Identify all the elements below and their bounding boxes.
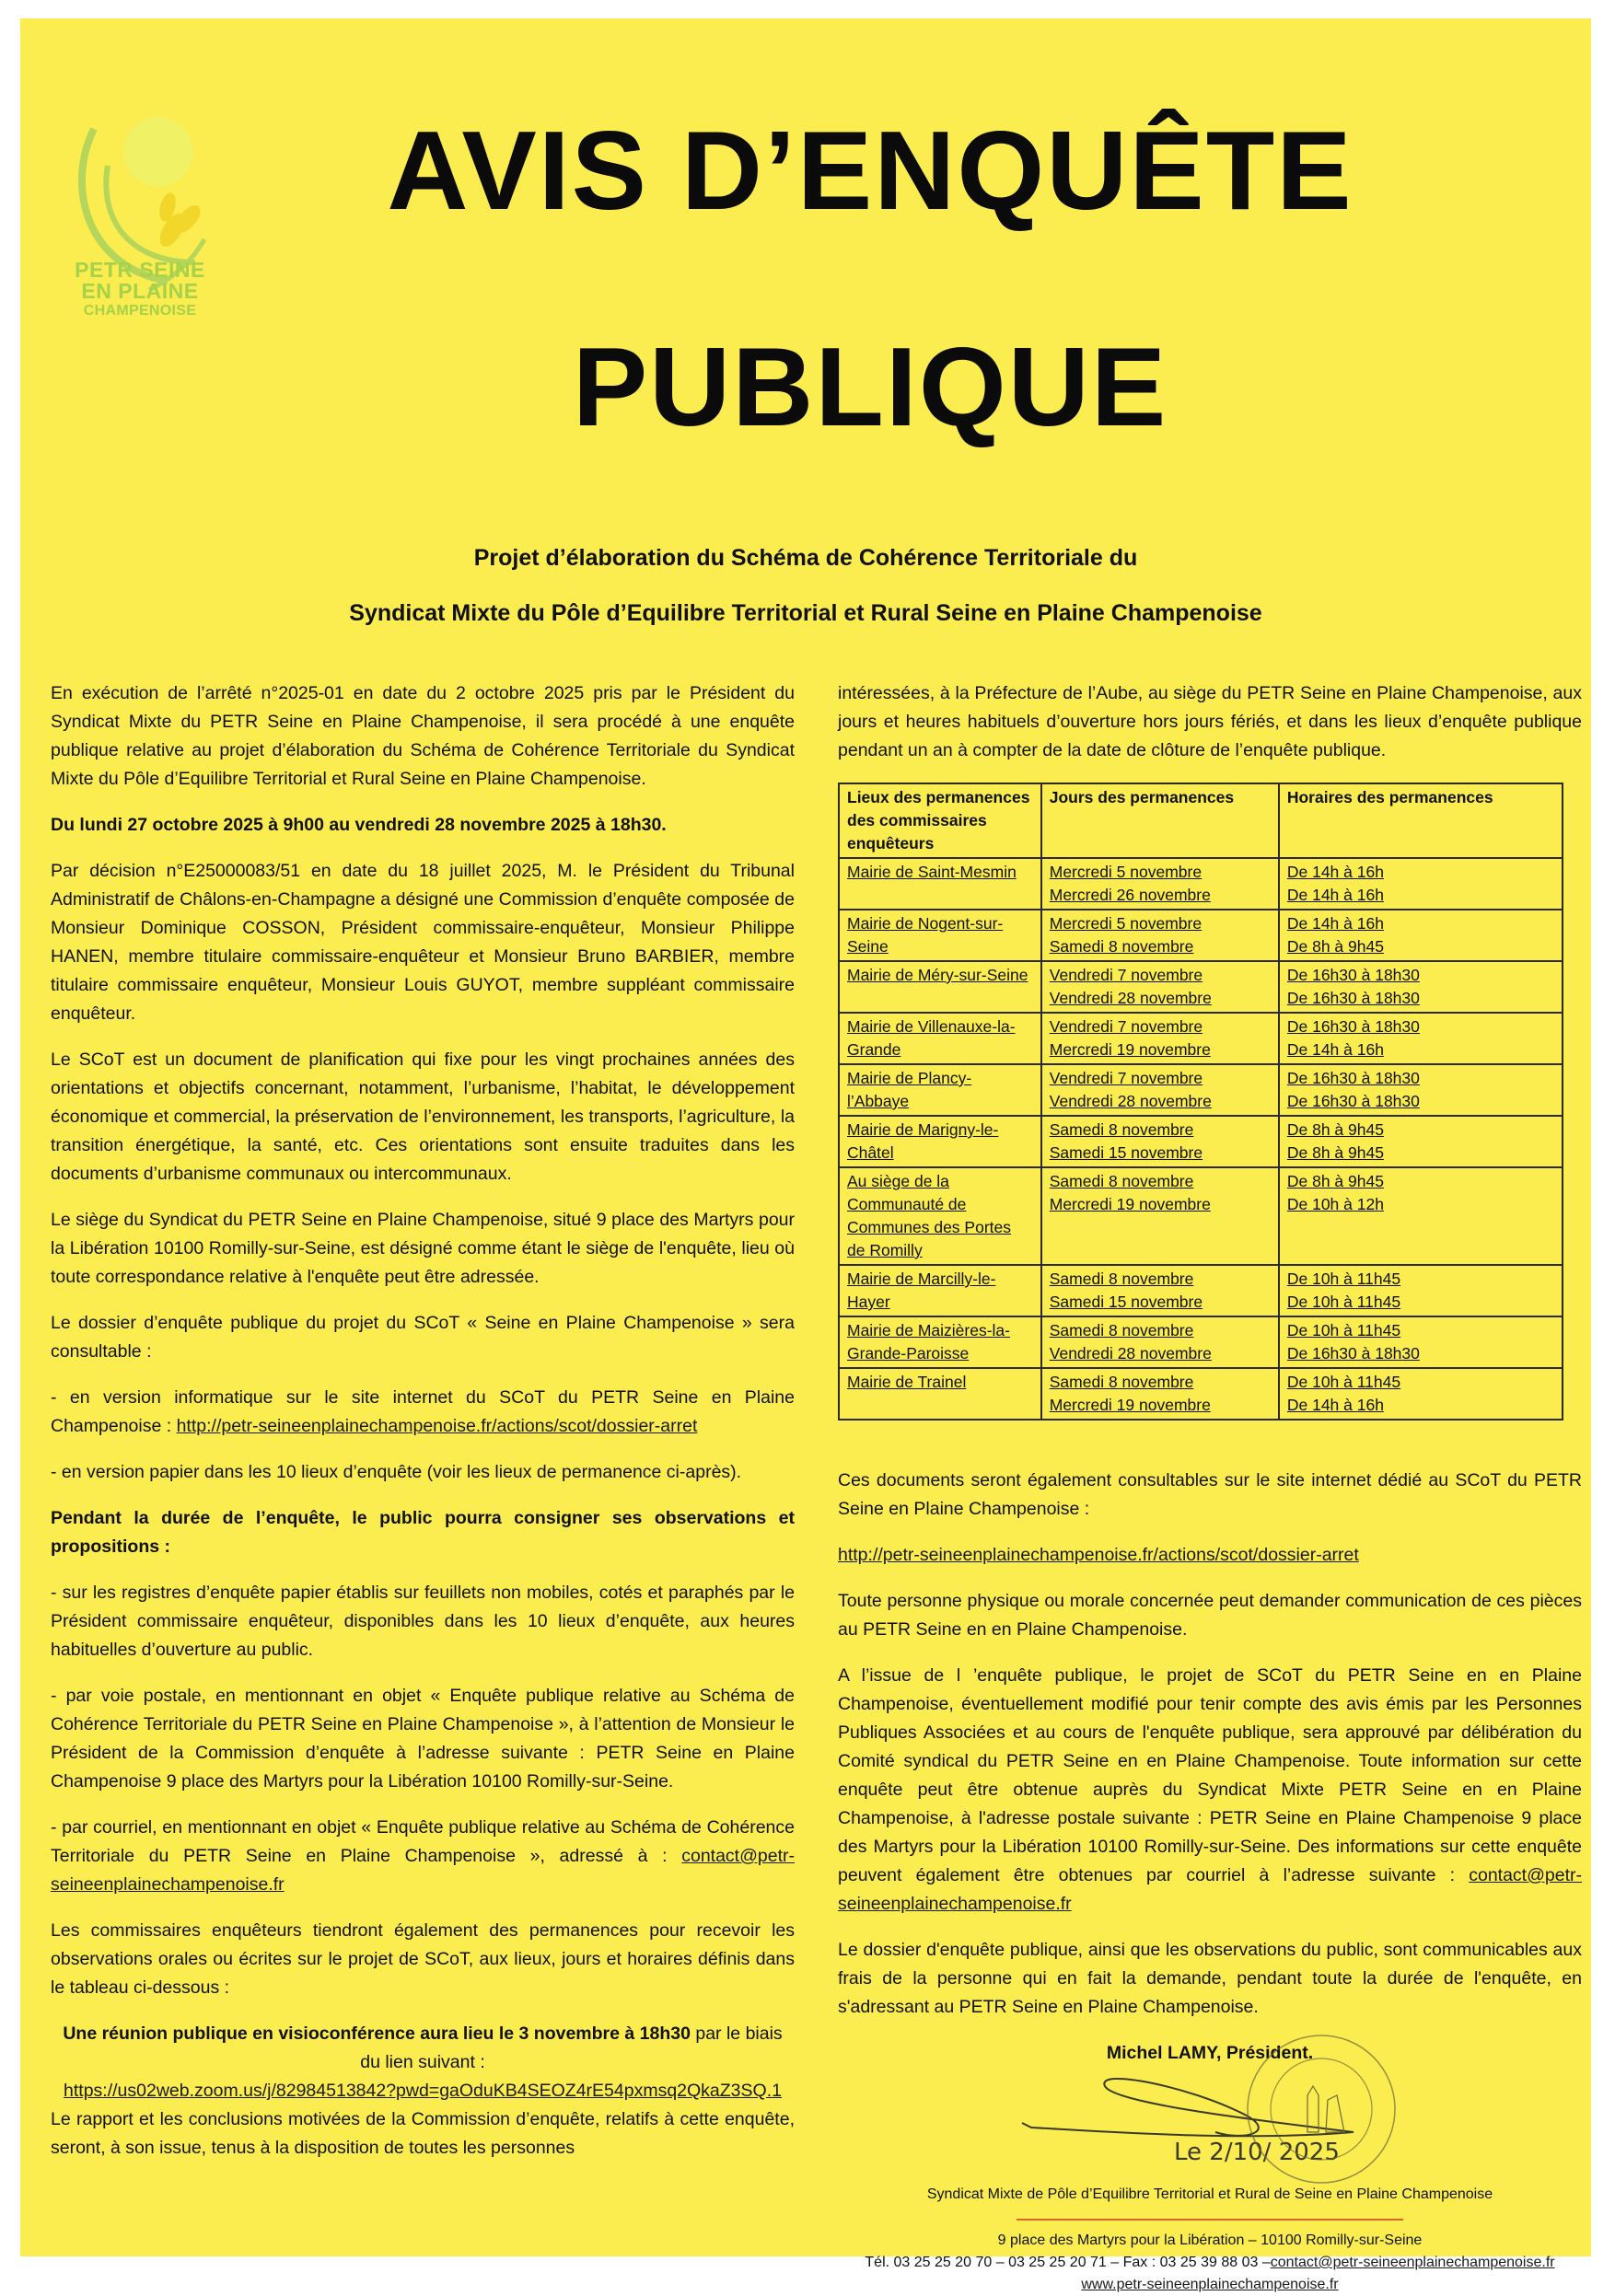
dossier-paragraph: Le dossier d’enquête publique du projet du SCoT « Seine en Plaine Champenoise » sera consultable : xyxy=(51,1313,795,1362)
horaire-cell: De 14h à 16h xyxy=(1286,863,1384,881)
signatory: Michel LAMY, Président. xyxy=(1106,2043,1314,2063)
jour-cell: Mercredi 26 novembre xyxy=(1049,886,1211,904)
scot-definition-paragraph: Le SCoT est un document de planification qui fixe pour les vingt prochaines années des orientations et objectifs concernant, notamment, l’urbanisme, l’habitat, le développement économique et commercial, la préservation de l’environnement, les transports, l’agriculture, la transition énergétique, la santé, etc. Ces orientations sont ensuite traduites dans les documents d’urbanisme communaux ou intercommunaux. xyxy=(51,1049,795,1184)
horaire-cell: De 8h à 9h45 xyxy=(1286,937,1384,956)
notice-sheet xyxy=(20,18,1591,2292)
horaire-cell: De 16h30 à 18h30 xyxy=(1286,1344,1420,1363)
horaire-cell: De 16h30 à 18h30 xyxy=(1286,1069,1420,1087)
footer-phone: Tél. 03 25 25 20 70 – 03 25 25 20 71 – Fax : 03 25 39 88 03 – xyxy=(865,2255,1271,2270)
jour-cell: Samedi 8 novembre xyxy=(1049,1120,1194,1139)
left-column xyxy=(51,679,795,2180)
report-continued-paragraph: intéressées, à la Préfecture de l’Aube, au siège du PETR Seine en Plaine Champenoise, aux jours et heures habituels d’ouverture hors jours fériés, et dans les lieux d’enquête publique pendant un an à compter de la date de clôture de l’enquête publique. xyxy=(838,683,1582,760)
lieu-cell: Mairie de Saint-Mesmin xyxy=(847,863,1017,881)
right-column xyxy=(838,679,1582,2296)
footer-website-link[interactable]: www.petr-seineenplainechampenoise.fr xyxy=(1081,2277,1339,2292)
header-horaires: Horaires des permanences xyxy=(1279,783,1563,858)
jour-cell: Mercredi 5 novembre xyxy=(1049,914,1203,933)
lieu-cell: Mairie de Trainel xyxy=(847,1373,967,1391)
lieu-cell: Mairie de Marcilly-le-Hayer xyxy=(847,1270,996,1311)
lieu-cell: Au siège de la Communauté de Communes des Portes de Romilly xyxy=(847,1172,1011,1259)
website-paragraph: Ces documents seront également consultables sur le site internet dédié au SCoT du PETR Seine en Plaine Champenoise : xyxy=(838,1470,1582,1519)
communication-paragraph: Toute personne physique ou morale concernée peut demander communication de ces pièces au PETR Seine en en Plaine Champenoise. xyxy=(838,1591,1582,1640)
permanences-paragraph: Les commissaires enquêteurs tiendront également des permanences pour recevoir les observations orales ou écrites sur le projet de SCoT, aux lieux, jours et horaires définis dans le tableau ci-dessous : xyxy=(51,1920,795,1998)
jour-cell: Samedi 15 novembre xyxy=(1049,1143,1203,1162)
jour-cell: Mercredi 19 novembre xyxy=(1049,1040,1211,1059)
subtitle-line-2: Syndicat Mixte du Pôle d’Equilibre Territorial et Rural Seine en Plaine Champenoise xyxy=(349,600,1262,626)
table-header-row xyxy=(839,783,1563,858)
table-row xyxy=(839,961,1563,1013)
jour-cell: Vendredi 7 novembre xyxy=(1049,966,1203,984)
dossier-link-right[interactable]: http://petr-seineenplainechampenoise.fr/actions/scot/dossier-arret xyxy=(838,1545,1359,1565)
headline-line-1: AVIS D’ENQUÊTE xyxy=(387,108,1354,233)
horaire-cell: De 8h à 9h45 xyxy=(1286,1172,1384,1190)
jour-cell: Vendredi 7 novembre xyxy=(1049,1069,1203,1087)
signature-area xyxy=(838,2068,1582,2178)
jour-cell: Samedi 8 novembre xyxy=(1049,1172,1194,1190)
visio-rest-text: par le biais du lien suivant : xyxy=(360,2023,783,2072)
table-row xyxy=(839,1064,1563,1116)
jour-cell: Mercredi 5 novembre xyxy=(1049,863,1203,881)
approval-text: A l’issue de l ’enquête publique, le projet de SCoT du PETR Seine en en Plaine Champenoise, éventuellement modifié pour tenir compte des avis émis par les Personnes Publiques Associées et au cours de l'enquête publique, sera approuvé par délibération du Comité syndical du PETR Seine en en Plaine Champenoise. Toute information sur cette enquête peut être obtenue auprès du Syndicat Mixte PETR Seine en en Plaine Champenoise, à l'adresse postale suivante : PETR Seine en Plaine Champenoise 9 place des Martyrs pour la Libération 10100 Romilly-sur-Seine. Des informations sur cette enquête peuvent également être obtenues par courriel à l’adresse suivante : xyxy=(838,1665,1582,1885)
horaire-cell: De 16h30 à 18h30 xyxy=(1286,989,1420,1007)
header-lieux: Lieux des permanences des commissaires enquêteurs xyxy=(839,783,1041,858)
online-version-paragraph xyxy=(51,1384,795,1441)
lieu-cell: Mairie de Nogent-sur-Seine xyxy=(847,914,1004,956)
headline-line-2: PUBLIQUE xyxy=(572,324,1168,449)
table-row xyxy=(839,858,1563,910)
jour-cell: Vendredi 28 novembre xyxy=(1049,989,1212,1007)
table-row xyxy=(839,1316,1563,1368)
table-row xyxy=(839,910,1563,961)
lieu-cell: Mairie de Plancy-l’Abbaye xyxy=(847,1069,972,1110)
official-stamp-icon xyxy=(1243,2031,1400,2187)
header-jours: Jours des permanences xyxy=(1041,783,1279,858)
footer-org: Syndicat Mixte de Pôle d’Equilibre Territorial et Rural de Seine en Plaine Champenoise xyxy=(926,2186,1493,2202)
horaire-cell: De 14h à 16h xyxy=(1286,914,1384,933)
seat-paragraph: Le siège du Syndicat du PETR Seine en Plaine Champenoise, situé 9 place des Martyrs pour la Libération 10100 Romilly-sur-Seine, est désigné comme étant le siège de l'enquête, lieu où toute correspondance relative à l'enquête peut être adressée. xyxy=(51,1210,795,1287)
table-row xyxy=(839,1167,1563,1265)
postal-paragraph: - par voie postale, en mentionnant en objet « Enquête publique relative au Schéma de Cohérence Territoriale du PETR Seine en Plaine Champenoise », à l’attention de Monsieur le Président de la Commission d’enquête à l’adresse suivante : PETR Seine en Plaine Champenoise 9 place des Martyrs pour la Libération 10100 Romilly-sur-Seine. xyxy=(51,1686,795,1792)
footer-email-link[interactable]: contact@petr-seineenplainechampenoise.fr xyxy=(1270,2255,1555,2270)
footer xyxy=(838,2184,1582,2296)
table-row xyxy=(839,1013,1563,1064)
dossier-link[interactable]: http://petr-seineenplainechampenoise.fr/actions/scot/dossier-arret xyxy=(176,1416,698,1436)
contact-email-link[interactable]: contact@petr-seineenplainechampenoise.fr xyxy=(51,1846,795,1895)
visio-bold-text: Une réunion publique en visioconférence aura lieu le 3 novembre à 18h30 xyxy=(63,2023,691,2044)
paper-version-paragraph: - en version papier dans les 10 lieux d’enquête (voir les lieux de permanence ci-après). xyxy=(51,1462,742,1482)
approval-paragraph xyxy=(838,1662,1582,1919)
subtitle-line-1: Projet d’élaboration du Schéma de Cohérence Territoriale du xyxy=(473,545,1138,571)
intro-paragraph: En exécution de l’arrêté n°2025-01 en date du 2 octobre 2025 pris par le Président du Syndicat Mixte du PETR Seine en Plaine Champenoise, il sera procédé à une enquête publique relative au projet d’élaboration du Schéma de Cohérence Territoriale du Syndicat Mixte du Pôle d’Equilibre Territorial et Rural Seine en Plaine Champenoise. xyxy=(51,683,795,789)
jour-cell: Mercredi 19 novembre xyxy=(1049,1195,1211,1213)
jour-cell: Mercredi 19 novembre xyxy=(1049,1396,1211,1414)
jour-cell: Samedi 8 novembre xyxy=(1049,1270,1194,1288)
horaire-cell: De 10h à 11h45 xyxy=(1286,1373,1401,1391)
contact-email-link-right[interactable]: contact@petr-seineenplainechampenoise.fr xyxy=(838,1865,1582,1914)
registers-paragraph: - sur les registres d’enquête papier établis sur feuillets non mobiles, cotés et paraphés par le Président commissaire enquêteur, disponibles dans les 10 lieux d’enquête, aux heures habituelles d’ouverture au public. xyxy=(51,1583,795,1660)
horaire-cell: De 10h à 12h xyxy=(1286,1195,1384,1213)
email-paragraph xyxy=(51,1814,795,1899)
horaire-cell: De 14h à 16h xyxy=(1286,1396,1384,1414)
lieu-cell: Mairie de Méry-sur-Seine xyxy=(847,966,1028,984)
footer-contact xyxy=(838,2252,1582,2274)
horaire-cell: De 10h à 11h45 xyxy=(1286,1321,1401,1339)
horaire-cell: De 16h30 à 18h30 xyxy=(1286,1092,1420,1110)
jour-cell: Samedi 15 novembre xyxy=(1049,1293,1203,1311)
table-row xyxy=(839,1116,1563,1167)
report-paragraph: Le rapport et les conclusions motivées de la Commission d’enquête, relatifs à cette enquête, seront, à son issue, tenus à la disposition de toutes les personnes xyxy=(51,2109,795,2158)
inquiry-dates: Du lundi 27 octobre 2025 à 9h00 au vendredi 28 novembre 2025 à 18h30. xyxy=(51,815,667,835)
jour-cell: Vendredi 7 novembre xyxy=(1049,1017,1203,1036)
lieu-cell: Mairie de Villenauxe-la-Grande xyxy=(847,1017,1016,1059)
commission-paragraph: Par décision n°E25000083/51 en date du 18 juillet 2025, M. le Président du Tribunal Administratif de Châlons-en-Champagne a désigné une Commission d’enquête composée de Monsieur Dominique COSSON, Président commissaire-enquêteur, Monsieur Philippe HANEN, membre titulaire commissaire-enquêteur et Monsieur Bruno BARBIER, membre titulaire commissaire enquêteur, Monsieur Louis GUYOT, membre suppléant commissaire enquêteur. xyxy=(51,861,795,1024)
logo-line-1: PETR SEINE xyxy=(75,258,205,282)
logo-line-3: CHAMPENOISE xyxy=(83,303,197,319)
jour-cell: Samedi 8 novembre xyxy=(1049,1373,1194,1391)
visio-paragraph xyxy=(51,2020,795,2105)
jour-cell: Samedi 8 novembre xyxy=(1049,937,1194,956)
zoom-link[interactable]: https://us02web.zoom.us/j/82984513842?pwd=gaOduKB4SEOZ4rE54pxmsq2QkaZ3SQ.1 xyxy=(64,2081,782,2101)
logo-wordmark xyxy=(66,260,214,319)
logo-line-2: EN PLAINE xyxy=(81,279,199,303)
jour-cell: Vendredi 28 novembre xyxy=(1049,1092,1212,1110)
jour-cell: Vendredi 28 novembre xyxy=(1049,1344,1212,1363)
horaire-cell: De 10h à 11h45 xyxy=(1286,1270,1401,1288)
horaire-cell: De 8h à 9h45 xyxy=(1286,1143,1384,1162)
horaire-cell: De 8h à 9h45 xyxy=(1286,1120,1384,1139)
table-row xyxy=(839,1368,1563,1420)
lieu-cell: Mairie de Maizières-la-Grande-Paroisse xyxy=(847,1321,1010,1363)
footer-address: 9 place des Martyrs pour la Libération – 10100 Romilly-sur-Seine xyxy=(997,2232,1423,2248)
horaire-cell: De 14h à 16h xyxy=(1286,886,1384,904)
lieu-cell: Mairie de Marigny-le-Châtel xyxy=(847,1120,999,1162)
observations-heading: Pendant la durée de l’enquête, le public pourra consigner ses observations et propositions : xyxy=(51,1508,795,1557)
dossier-fees-paragraph: Le dossier d'enquête publique, ainsi que les observations du public, sont communicables aux frais de la personne qui en fait la demande, pendant toute la durée de l'enquête, en s'adressant au PETR Seine en Plaine Champenoise. xyxy=(838,1940,1582,2017)
footer-divider xyxy=(1017,2219,1403,2221)
online-version-text: - en version informatique sur le site internet du SCoT du PETR Seine en Plaine Champenoise : xyxy=(51,1387,795,1436)
horaire-cell: De 10h à 11h45 xyxy=(1286,1293,1401,1311)
email-paragraph-text: - par courriel, en mentionnant en objet « Enquête publique relative au Schéma de Cohérence Territoriale du PETR Seine en Plaine Champenoise », adressé à : xyxy=(51,1817,795,1866)
handwritten-date: Le 2/10/ 2025 xyxy=(1174,2139,1340,2166)
horaire-cell: De 16h30 à 18h30 xyxy=(1286,1017,1420,1036)
horaire-cell: De 14h à 16h xyxy=(1286,1040,1384,1059)
permanences-table xyxy=(838,783,1563,1421)
jour-cell: Samedi 8 novembre xyxy=(1049,1321,1194,1339)
horaire-cell: De 16h30 à 18h30 xyxy=(1286,966,1420,984)
table-row xyxy=(839,1265,1563,1316)
